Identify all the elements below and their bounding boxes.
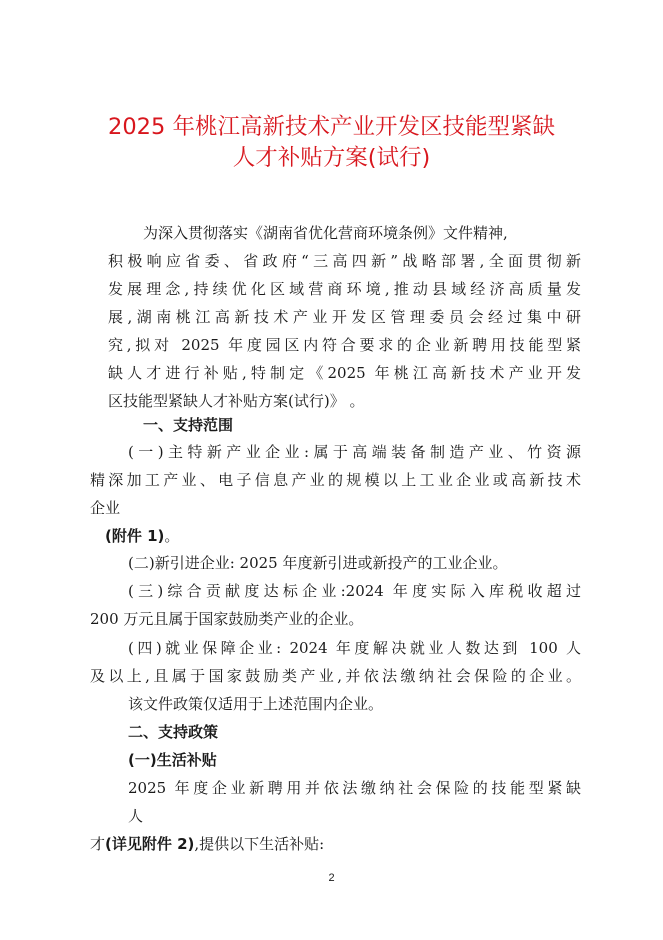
section1-item1-line: 精深加工产业、电子信息产业的规模以上工业企业或高新技术 xyxy=(90,471,581,489)
punctuation: 。 xyxy=(164,527,180,545)
intro-line: 展,湖南桃江高新技术产业开发区管理委员会经过集中研 xyxy=(108,308,581,326)
section2-body-line: 人 xyxy=(128,807,144,825)
section1-item4-line: 及以上,且属于国家鼓励类产业,并依法缴纳社会保险的企业。 xyxy=(90,667,581,685)
intro-line: 究,拟对 2025 年度园区内符合要求的企业新聘用技能型紧 xyxy=(108,336,581,354)
section-heading: 一、支持范围 xyxy=(143,416,234,434)
section1-item3-line: (三)综合贡献度达标企业:2024 年度实际入库税收超过 xyxy=(128,582,581,600)
page-number: 2 xyxy=(328,872,335,884)
intro-line: 区技能型紧缺人才补贴方案(试行)》 。 xyxy=(108,392,365,410)
section-heading: 二、支持政策 xyxy=(128,723,219,741)
text-segment: ,提供以下生活补贴: xyxy=(194,835,325,853)
document-title-line-2: 人才补贴方案(试行) xyxy=(232,145,431,171)
intro-line: 发展理念,持续优化区域营商环境,推动县域经济高质量发 xyxy=(108,280,581,298)
section1-item1-attachment xyxy=(105,525,179,547)
section1-note: 该文件政策仅适用于上述范围内企业。 xyxy=(128,695,384,713)
section2-body-line: 2025 年度企业新聘用并依法缴纳社会保险的技能型紧缺 xyxy=(128,779,581,797)
text-segment: 才 xyxy=(90,835,106,853)
intro-line: 积极响应省委、省政府“三高四新”战略部署,全面贯彻新 xyxy=(108,252,581,270)
subsection-heading: (一)生活补贴 xyxy=(128,751,217,769)
document-title-line-1: 2025 年桃江高新技术产业开发区技能型紧缺 xyxy=(108,114,555,140)
section1-item1-line: (一)主特新产业企业:属于高端装备制造产业、竹资源 xyxy=(128,443,581,461)
section1-item3-line: 200 万元且属于国家鼓励类产业的企业。 xyxy=(90,610,364,628)
section1-item4-line: (四)就业保障企业: 2024 年度解决就业人数达到 100 人 xyxy=(128,639,581,657)
attachment-reference: (附件 1) xyxy=(105,527,165,545)
section2-body-line xyxy=(90,833,324,855)
section1-item2: (二)新引进企业: 2025 年度新引进或新投产的工业企业。 xyxy=(128,554,508,572)
intro-line: 缺人才进行补贴,特制定《2025 年桃江高新技术产业开发 xyxy=(108,364,581,382)
attachment-reference: (详见附件 2) xyxy=(105,835,195,853)
intro-line: 为深入贯彻落实《湖南省优化营商环境条例》文件精神, xyxy=(143,224,508,242)
section1-item1-line: 企业 xyxy=(90,499,121,517)
